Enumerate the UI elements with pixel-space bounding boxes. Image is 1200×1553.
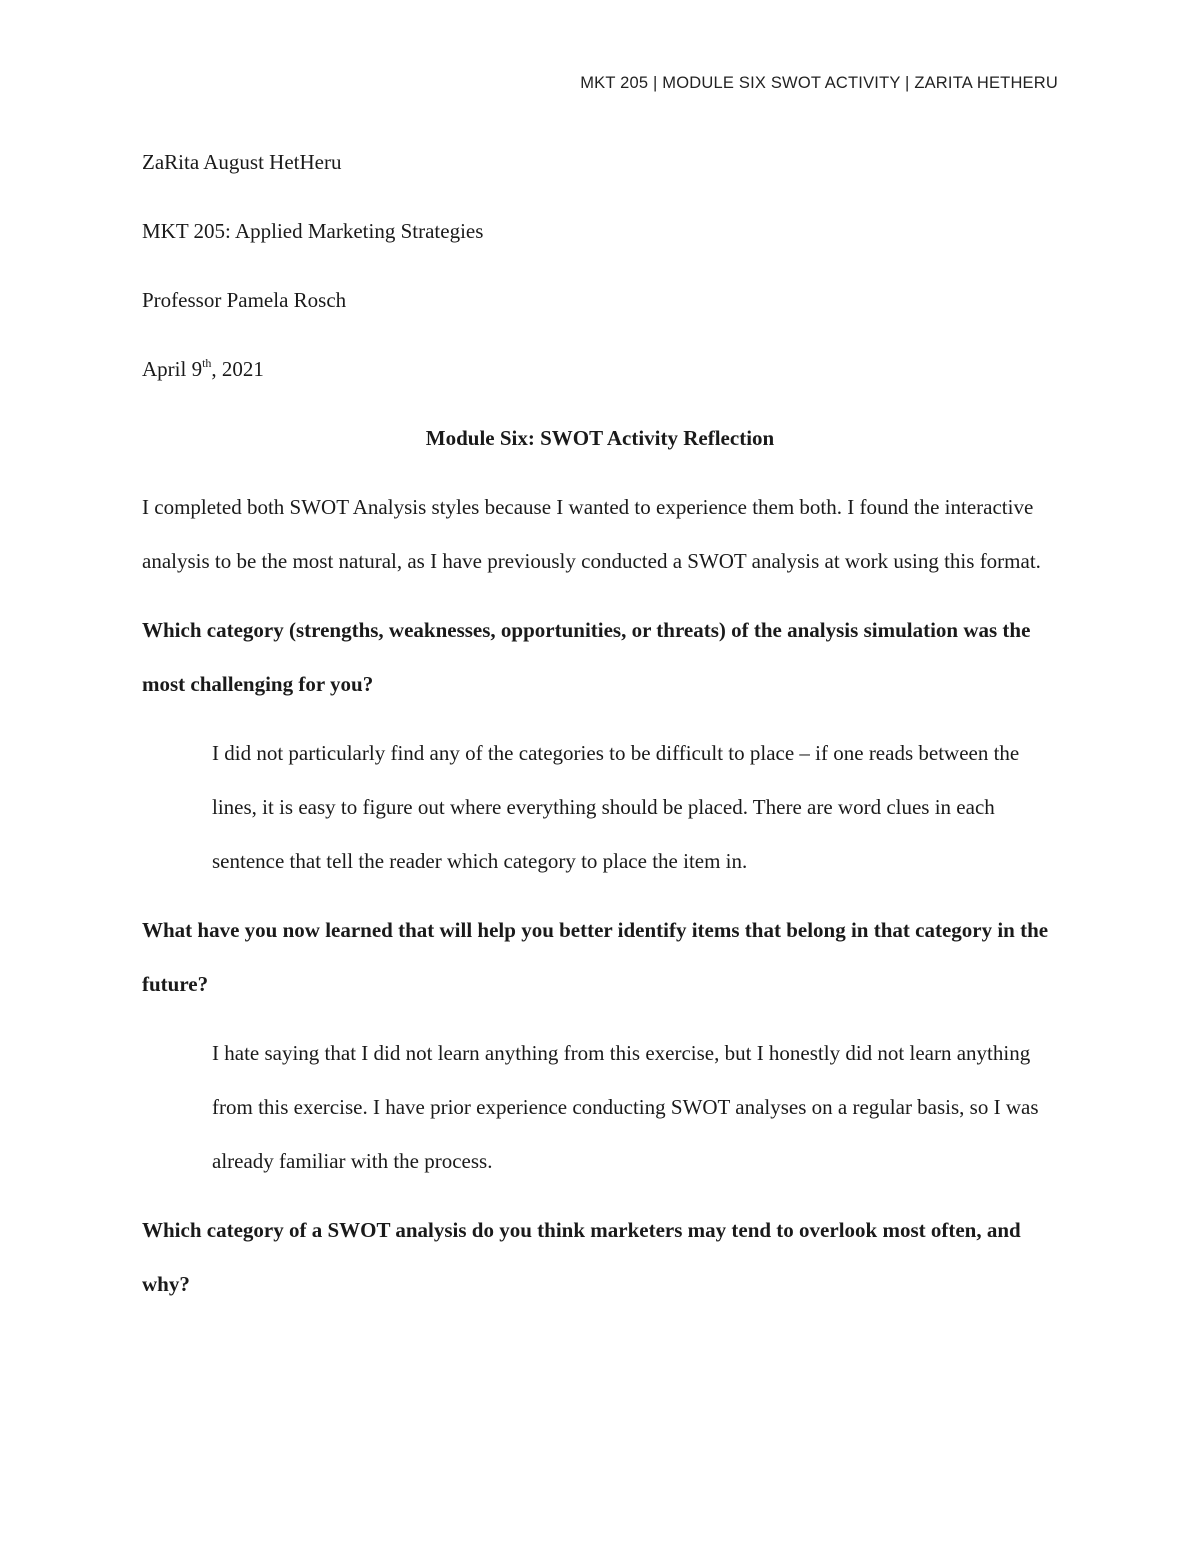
date-suffix: th xyxy=(202,356,212,370)
submission-date xyxy=(142,342,1062,396)
question-2: What have you now learned that will help you better identify items that belong in that category in the future? xyxy=(142,918,1049,996)
question-3: Which category of a SWOT analysis do you think marketers may tend to overlook most often, and why? xyxy=(142,1218,1021,1296)
running-head: MKT 205 | MODULE SIX SWOT ACTIVITY | ZARITA HETHERU xyxy=(580,74,1058,92)
intro-paragraph: I completed both SWOT Analysis styles because I wanted to experience them both. I found the interactive analysis to be the most natural, as I have previously conducted a SWOT analysis at work using this format. xyxy=(142,495,1041,573)
question-1: Which category (strengths, weaknesses, opportunities, or threats) of the analysis simulation was the most challenging for you? xyxy=(142,618,1031,696)
course-name: MKT 205: Applied Marketing Strategies xyxy=(142,219,484,243)
student-name: ZaRita August HetHeru xyxy=(142,150,342,174)
date-month-day: April 9 xyxy=(142,357,203,381)
professor-name: Professor Pamela Rosch xyxy=(142,288,347,312)
answer-1: I did not particularly find any of the categories to be difficult to place – if one reads between the lines, it is easy to figure out where everything should be placed. There are word clues in each sentence that tell the reader which category to place the item in. xyxy=(212,741,1020,873)
document-body xyxy=(142,135,1062,1326)
page-title: Module Six: SWOT Activity Reflection xyxy=(425,426,775,450)
date-year: , 2021 xyxy=(211,357,264,381)
answer-2: I hate saying that I did not learn anything from this exercise, but I honestly did not learn anything from this exercise. I have prior experience conducting SWOT analyses on a regular basis, so I was already familiar with the process. xyxy=(212,1041,1039,1173)
